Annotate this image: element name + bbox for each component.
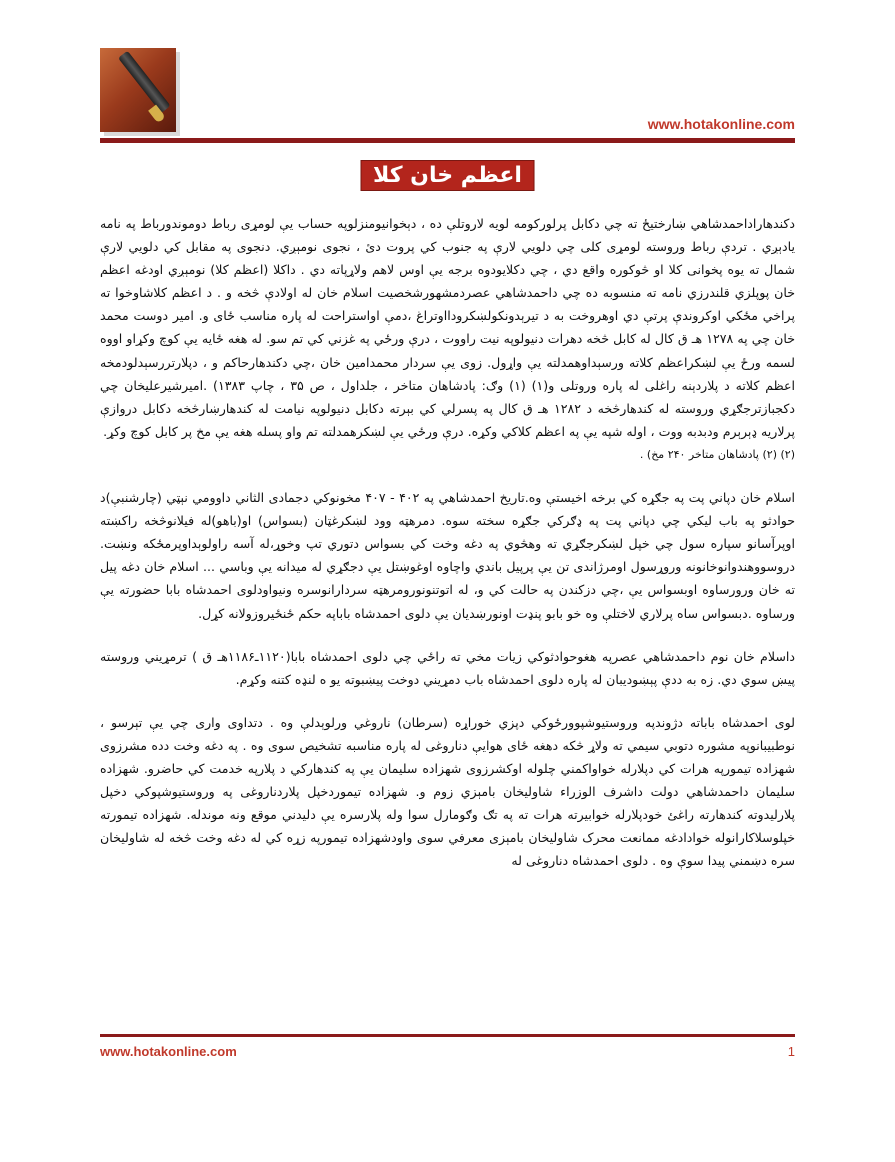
paragraph-2: اسلام خان دپاني پت په جګړه کي برخه اخيستې وه.تاريخ احمدشاهي په ۴۰۲ - ۴۰۷ مخونوکي دجمادی الثاني داوومي نېټي (چارشنبې)د حوادثو په باب ليکي چي دپاني پت په ډګرکي جګړه سخته سوه. دمرهټه وود لښکرغټان (بسواس) او(باهو)له فيلانوڅخه راکښته اوپرآسانو سپاره سول چي خپل لښکرجګړي ته وهڅوي په دغه وخت کي بسواس دتوري تپ وخوړ،له آسه راولوېداوپرمځکه ونښت. دروسووهندوانوخانونه وروړسول اومرژاندی تن يې پرپيل باندي واچاوه اوغوښتل يې دجګړي له ميدانه يې وباسي ... اسلام خان دغه پيل ته خان ورورساوه اوبسواس يې ،چي دزکندن په حالت کي و، له اتوتنونورومرهټه سردارانوسره ونيواودلوی احمدشاه بابا حضورته يې ورساوه .دبسواس ساه پرلاري لاختلې وه خو بابو پنډت اونورښديان يې دلوی احمدشاه باباپه حکم ځنځيروزولانه کړل.	[100, 490, 795, 621]
header-url[interactable]: www.hotakonline.com	[647, 116, 795, 132]
footer-url[interactable]: www.hotakonline.com	[100, 1044, 237, 1059]
header-divider	[100, 138, 795, 143]
paragraph-3: داسلام خان نوم داحمدشاهي عصرپه هغوحوادثوکي زيات مخي ته راځي چي دلوی احمدشاه بابا(۱۱۲۰ـ۱۱۸۶هـ ق ) ترمړيني وروسته پيښ سوي دي. زه به ددې پېښوديبان له پاره دلوی احمدشاه باب دمړيني دوخت پيښبوته يو ه لنډه کتنه وکړم.	[100, 648, 796, 687]
page-title: اعظم خان کلا	[360, 160, 535, 191]
footnote-line: (۲) (۲) پادشاهان متاخر ۲۴۰ مخ) .	[639, 447, 795, 461]
paragraph-1: دکندهاراداحمدشاهي ښارختيځ ته چي دکابل پرلورکومه لويه لاروتلې ده ، دېخوانيومنزلوپه حساب يې لومړی رباط دوموندورباط په نامه يادېږي . تردې رباط وروسته لومړی کلی چي دلويي لارې په جنوب کي پروت دئ ، نجوی نومېږي. دنجوی په مقابل کي دلويي لارې شمال ته يوه پخوانی کلا او څوکوره واقع دي ، چي دکلايودوه برجه يې اوس لاهم ولاړپاته دي . داکلا (اعظم کلا) نومېږي اودغه اعظم خان پوپلزي قلندرزي نامه ته منسوبه ده چي داحمدشاهي عصردمشهورشخصيت اسلام خان له اولادې څخه و . د اعظم کلاشاوخوا ته پراخي مځکي اوکروندې پرتې دي اوهروخت به د تيرېدونکولښکرودااوتراغ ،دمې اواستراحت له پاره مناسب ځای و. امير دوست محمد خان چي په ۱۲۷۸ هـ ق کال له کابل څخه دهرات دنيولوپه نيت راووت ، درې ورځي په غزني کي تم سو. له هغه ځايه يې کوچ وکړاو اووه لسمه ورځ يې لښکراعظم کلاته ورسېداوهمدلته يې واړول. زوی يې سردار محمدامين خان ،چي دکندهارحاکم و ، دپلارتررسېدلودمخه اعظم کلاته د پلاردېنه راغلی له پاره وروتلی و(۱) (۱) وګ: پادشاهان متاخر ، جلداول ، ص ۳۵ ، چاپ ۱۳۸۳) .اميرشيرعليخان چي دکجبازترجګړي وروسته له کندهارڅخه د ۱۲۸۲ هـ ق کال په پسرلي کي بېرته دکابل دنيولوپه نيامت له کندهارښارڅخه دکابل دروازې پرلاريه ډېرېرم ودبدبه ووت ، اوله شپه يې په اعظم کلاکي وکړه. درې ورځي يې لښکرهمدلته تم واو پسله هغه يې مخ پر کابل کوچ وکړ.	[100, 216, 796, 439]
paragraph-4: لوی احمدشاه باباته دژوندپه وروستيوشپوورځوکي دپزي خوراړه (سرطان) ناروغي ورلوېدلې وه . دتداوی واری چي يې تېرسو ، نوطبيبانوپه مشوره دتوبي سيمي ته ولاړ څکه دهغه ځای هوايې دناروغی له پاره مناسبه تشخيص سوی وه . په دغه وخت دده مشرزوی شهزاده تيمورپه هرات کي دپلارله خواواکمني چلوله اوکشرزوی شهزاده سليمان يې په کندهارکي د پلارپه خدمت کي حاضرو. شهزاده سليمان داحمدشاهي دولت داشرف الوزراء شاوليخان بامېزي زوم و. شهزاده تيموردخپل پلاردناروغی په وروستيوشپوکي دخپل پلارليدوته کندهارته راغئ خودپلارله خوابيرته هرات ته په تګ وګومارل سوا وله پلارسره يې دليدني موقع ونه موندله. شهزاده تيمورته خپلوسلاکارانوله خوادادغه ممانعت محرک شاوليخان بامېزی معرفي سوی واودشهزاده تيمورپه زړه کي له دغه وخت څخه له شاوليخان سره دښمني پيدا سوې وه . دلوی احمدشاه دناروغی له	[100, 714, 795, 869]
article-body	[100, 212, 795, 872]
footer-divider	[100, 1034, 795, 1037]
site-logo	[100, 48, 176, 132]
fountain-pen-icon	[118, 51, 171, 114]
page-number: 1	[787, 1044, 795, 1059]
